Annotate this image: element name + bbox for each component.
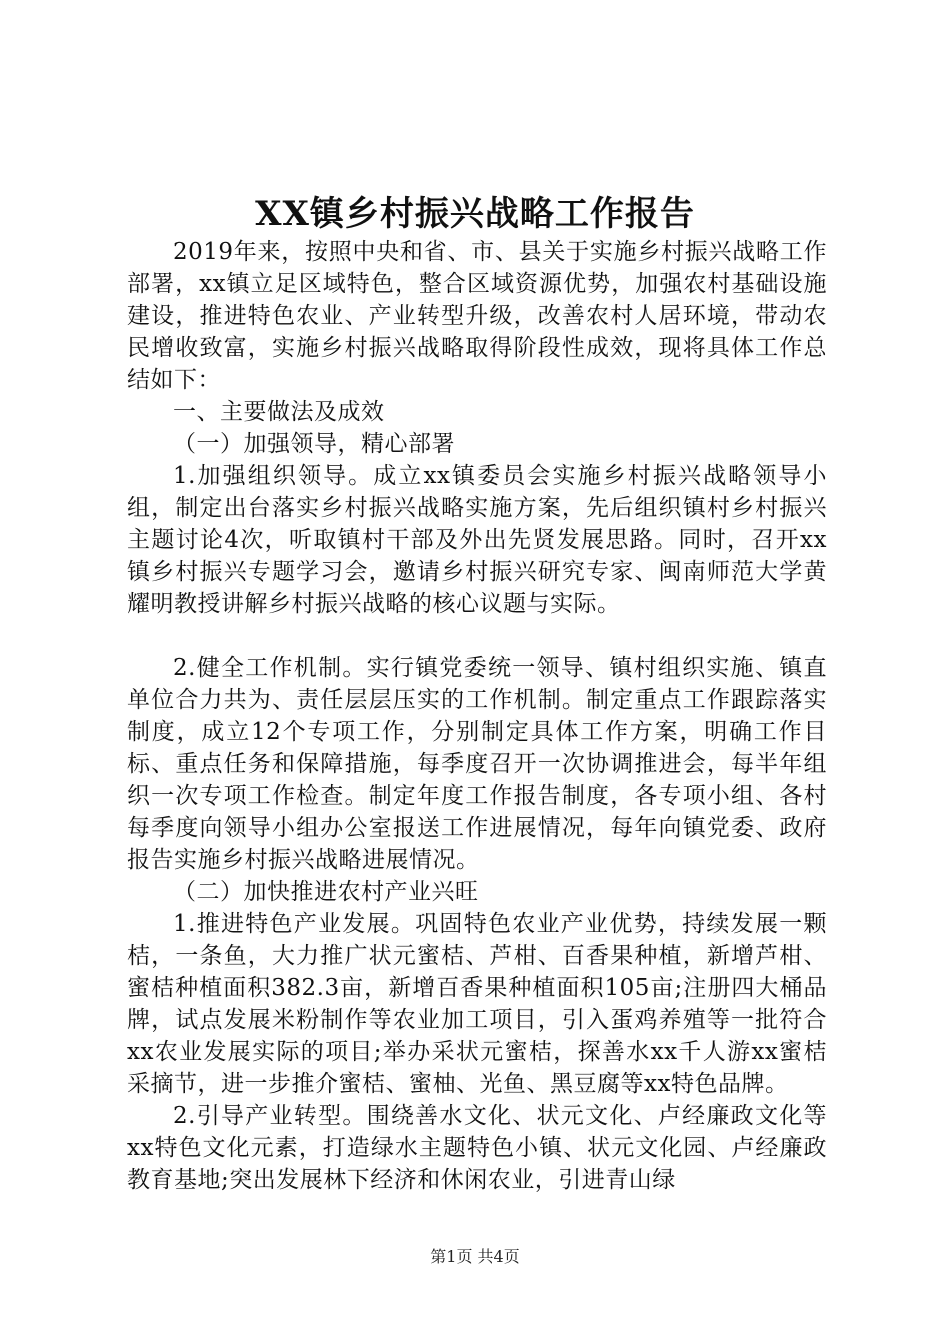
- heading-subsection-1: （一）加强领导，精心部署: [173, 431, 455, 457]
- heading-section-1: 一、主要做法及成效: [173, 399, 385, 425]
- paragraph-transformation: 2.引导产业转型。围绕善水文化、状元文化、卢经廉政文化等xx特色文化元素，打造绿水主题特色小镇、状元文化园、卢经廉政教育基地;突出发展林下经济和休闲农业，引进青山绿: [127, 1103, 827, 1193]
- paragraph-intro: 2019年来，按照中央和省、市、县关于实施乡村振兴战略工作部署，xx镇立足区域特色，整合区域资源优势，加强农村基础设施建设，推进特色农业、产业转型升级，改善农村人居环境，带动农民增收致富，实施乡村振兴战略取得阶段性成效，现将具体工作总结如下：: [127, 239, 827, 393]
- paragraph-mechanism: 2.健全工作机制。实行镇党委统一领导、镇村组织实施、镇直单位合力共为、责任层层压实的工作机制。制定重点工作跟踪落实制度，成立12个专项工作，分别制定具体工作方案，明确工作目标、重点任务和保障措施，每季度召开一次协调推进会，每半年组织一次专项工作检查。制定年度工作报告制度，各专项小组、各村每季度向领导小组办公室报送工作进展情况，每年向镇党委、政府报告实施乡村振兴战略进展情况。: [127, 655, 827, 873]
- heading-subsection-2: （二）加快推进农村产业兴旺: [173, 879, 479, 905]
- document-body: [127, 236, 827, 1196]
- document-title: XX镇乡村振兴战略工作报告: [255, 194, 695, 234]
- paragraph-organization: 1.加强组织领导。成立xx镇委员会实施乡村振兴战略领导小组，制定出台落实乡村振兴战略实施方案，先后组织镇村乡村振兴主题讨论4次，听取镇村干部及外出先贤发展思路。同时，召开xx镇乡村振兴专题学习会，邀请乡村振兴研究专家、闽南师范大学黄耀明教授讲解乡村振兴战略的核心议题与实际。: [127, 463, 827, 617]
- page-footer: 第1页 共4页: [430, 1247, 520, 1266]
- paragraph-industry: 1.推进特色产业发展。巩固特色农业产业优势，持续发展一颗桔，一条鱼，大力推广状元蜜桔、芦柑、百香果种植，新增芦柑、蜜桔种植面积382.3亩，新增百香果种植面积105亩;注册四大桶品牌，试点发展米粉制作等农业加工项目，引入蛋鸡养殖等一批符合xx农业发展实际的项目;举办采状元蜜桔，探善水xx千人游xx蜜桔采摘节，进一步推介蜜桔、蜜柚、光鱼、黑豆腐等xx特色品牌。: [127, 911, 827, 1097]
